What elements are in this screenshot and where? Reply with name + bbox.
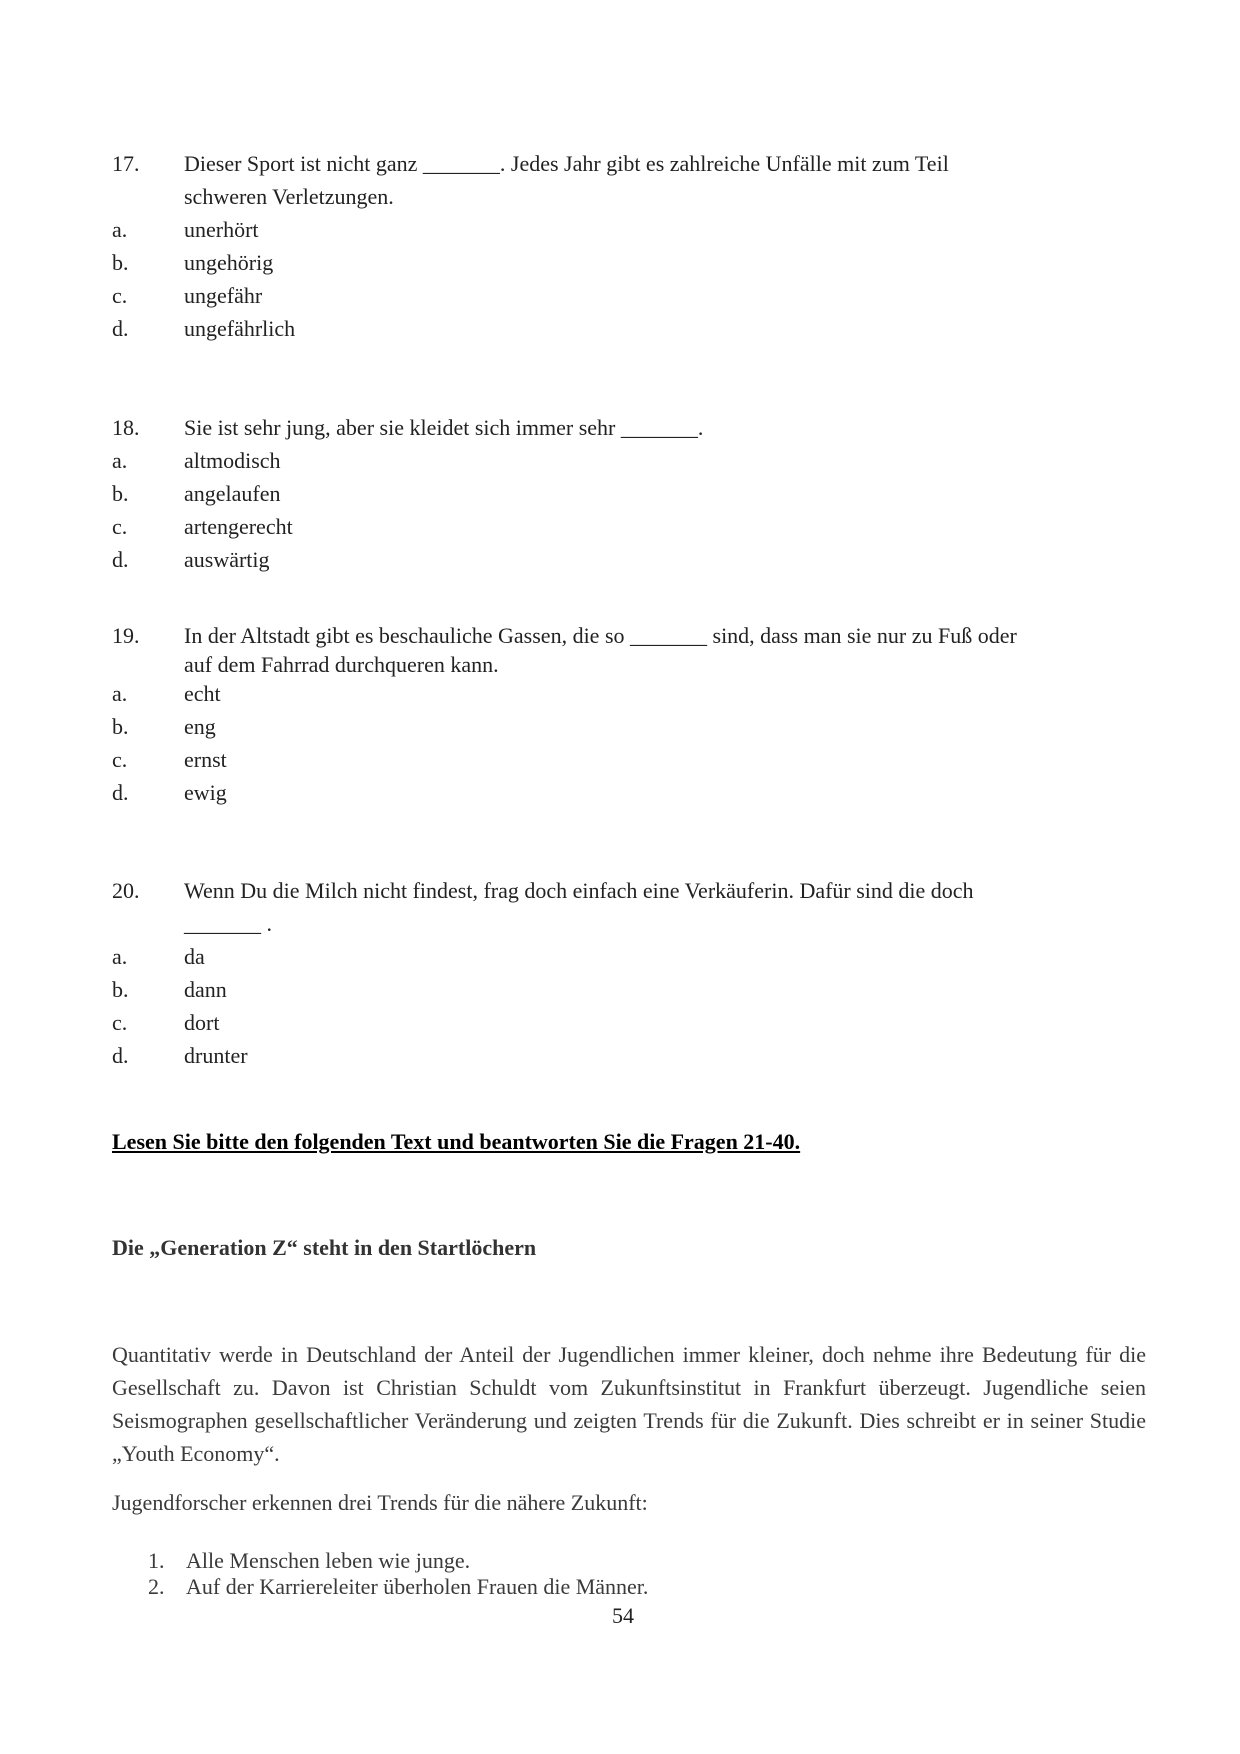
- page-number: 54: [612, 1603, 634, 1628]
- option-letter-a: a.: [112, 448, 128, 473]
- option-letter-a: a.: [112, 681, 128, 706]
- question-stem-line-2: _______ .: [184, 911, 272, 936]
- option-text-b: ungehörig: [184, 250, 274, 275]
- reading-instruction: Lesen Sie bitte den folgenden Text und beantworten Sie die Fragen 21-40.: [112, 1129, 801, 1154]
- question-number: 19.: [112, 623, 140, 648]
- option-text-a: altmodisch: [184, 448, 281, 473]
- option-text-d: ungefährlich: [184, 316, 296, 341]
- question-stem-line-2: schweren Verletzungen.: [184, 184, 394, 209]
- option-letter-c: c.: [112, 283, 128, 308]
- option-text-d: ewig: [184, 780, 227, 805]
- option-text-a: unerhört: [184, 217, 259, 242]
- list-item: Auf der Karriereleiter überholen Frauen die Männer.: [186, 1574, 649, 1599]
- option-letter-c: c.: [112, 1010, 128, 1035]
- option-text-c: dort: [184, 1010, 220, 1035]
- option-text-a: echt: [184, 681, 221, 706]
- option-letter-c: c.: [112, 514, 128, 539]
- question-number: 18.: [112, 415, 140, 440]
- option-letter-a: a.: [112, 217, 128, 242]
- question-stem-line-1: Wenn Du die Milch nicht findest, frag doch einfach eine Verkäuferin. Dafür sind die doch: [184, 878, 974, 903]
- list-item-number: 2.: [148, 1574, 165, 1599]
- option-letter-b: b.: [112, 481, 129, 506]
- option-text-c: ungefähr: [184, 283, 263, 308]
- question-number: 20.: [112, 878, 140, 903]
- option-letter-d: d.: [112, 547, 129, 572]
- question-stem-line-1: Sie ist sehr jung, aber sie kleidet sich immer sehr _______.: [184, 415, 704, 440]
- option-letter-b: b.: [112, 250, 129, 275]
- option-letter-b: b.: [112, 977, 129, 1002]
- question-number: 17.: [112, 151, 140, 176]
- option-text-a: da: [184, 944, 205, 969]
- option-letter-d: d.: [112, 1043, 129, 1068]
- option-letter-d: d.: [112, 780, 129, 805]
- article-title: Die „Generation Z“ steht in den Startlöchern: [112, 1235, 537, 1260]
- list-item-number: 1.: [148, 1548, 165, 1573]
- option-letter-a: a.: [112, 944, 128, 969]
- article-paragraph: Quantitativ werde in Deutschland der Anteil der Jugendlichen immer kleiner, doch nehme ihre Bedeutung für die Gesellschaft zu. Davon ist Christian Schuldt vom Zukunftsinstitut in Frankfurt überzeugt. Jugendliche seien Seismographen gesellschaftlicher Veränderung und zeigten Trends für die Zukunft. Dies schreibt er in seiner Studie „Youth Economy“.: [112, 1342, 1146, 1466]
- option-text-c: artengerecht: [184, 514, 293, 539]
- option-text-d: drunter: [184, 1043, 248, 1068]
- option-letter-d: d.: [112, 316, 129, 341]
- option-text-d: auswärtig: [184, 547, 270, 572]
- option-text-b: eng: [184, 714, 216, 739]
- list-item: Alle Menschen leben wie junge.: [186, 1548, 471, 1573]
- option-text-b: dann: [184, 977, 227, 1002]
- question-stem-line-1: Dieser Sport ist nicht ganz _______. Jedes Jahr gibt es zahlreiche Unfälle mit zum Teil: [184, 151, 949, 176]
- option-text-c: ernst: [184, 747, 227, 772]
- option-text-b: angelaufen: [184, 481, 281, 506]
- question-stem-line-2: auf dem Fahrrad durchqueren kann.: [184, 652, 499, 677]
- question-stem-line-1: In der Altstadt gibt es beschauliche Gassen, die so _______ sind, dass man sie nur zu Fuß oder: [184, 623, 1017, 648]
- option-letter-b: b.: [112, 714, 129, 739]
- trends-intro: Jugendforscher erkennen drei Trends für die nähere Zukunft:: [112, 1490, 648, 1515]
- option-letter-c: c.: [112, 747, 128, 772]
